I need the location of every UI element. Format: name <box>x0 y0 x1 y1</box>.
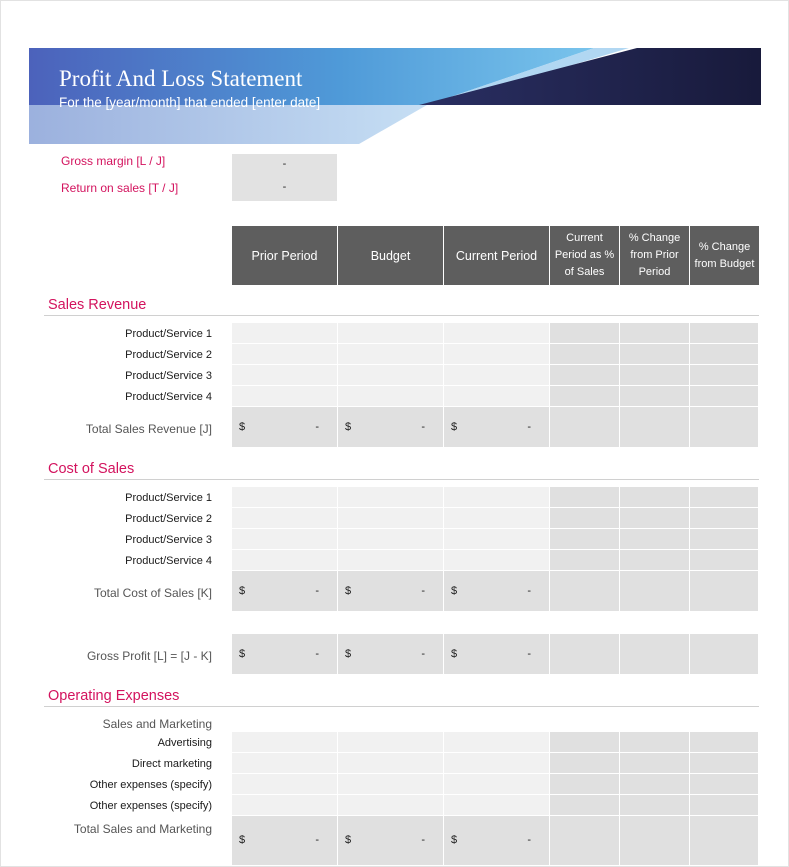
cost-row-cell[interactable] <box>550 508 620 529</box>
opex-row-cell[interactable] <box>444 795 550 816</box>
empty-value-dash: - <box>527 421 531 433</box>
total-cost-of-sales-cell[interactable] <box>620 571 690 612</box>
opex-row-cell[interactable] <box>338 795 444 816</box>
empty-value-dash: - <box>315 585 319 597</box>
total-cost-of-sales-cell[interactable] <box>232 571 338 612</box>
page-subtitle: For the [year/month] that ended [enter date] <box>59 95 321 110</box>
cost-row-cell[interactable] <box>620 508 690 529</box>
cost-item-label: Product/Service 3 <box>125 534 212 546</box>
currency-symbol: $ <box>451 421 458 433</box>
sales-item-label: Product/Service 2 <box>125 349 212 361</box>
currency-symbol: $ <box>451 834 458 846</box>
operating-expenses-rule <box>44 706 759 707</box>
currency-symbol: $ <box>451 648 458 660</box>
page-title: Profit And Loss Statement <box>59 66 303 91</box>
col-change-prior: % Change from Prior Period <box>620 226 690 285</box>
sales-row-cell[interactable] <box>338 323 444 344</box>
cost-row-cell[interactable] <box>620 487 690 508</box>
total-sales-marketing-cell[interactable] <box>338 816 444 866</box>
currency-symbol: $ <box>345 421 352 433</box>
cost-row-cell[interactable] <box>232 550 338 571</box>
gross-profit-cell[interactable] <box>690 634 759 675</box>
currency-symbol: $ <box>451 585 458 597</box>
empty-value-dash: - <box>421 421 425 433</box>
sales-row-cell[interactable] <box>444 323 550 344</box>
sales-row-cell[interactable] <box>550 323 620 344</box>
operating-expenses-title: Operating Expenses <box>48 688 180 704</box>
cost-row-cell[interactable] <box>232 529 338 550</box>
opex-item-label: Advertising <box>157 737 212 749</box>
col-current-period: Current Period <box>444 226 550 285</box>
total-sales-revenue-cell[interactable] <box>690 407 759 448</box>
cost-row-cell[interactable] <box>550 529 620 550</box>
sales-row-cell[interactable] <box>550 365 620 386</box>
gross-profit-cell[interactable] <box>444 634 550 675</box>
total-cost-of-sales-cell[interactable] <box>550 571 620 612</box>
cost-row-cell[interactable] <box>690 508 759 529</box>
cost-row-cell[interactable] <box>620 550 690 571</box>
total-sales-revenue-cell[interactable] <box>232 407 338 448</box>
empty-value-dash: - <box>527 585 531 597</box>
currency-symbol: $ <box>345 585 352 597</box>
sales-item-label: Product/Service 4 <box>125 391 212 403</box>
opex-row-cell[interactable] <box>232 774 338 795</box>
empty-value-dash: - <box>315 834 319 846</box>
cost-of-sales-title: Cost of Sales <box>48 461 135 477</box>
cost-row-cell[interactable] <box>338 508 444 529</box>
gross-profit-cell[interactable] <box>620 634 690 675</box>
title-banner <box>29 48 761 144</box>
opex-row-cell[interactable] <box>620 753 690 774</box>
sales-item-label: Product/Service 3 <box>125 370 212 382</box>
sales-row-cell[interactable] <box>444 365 550 386</box>
cost-row-cell[interactable] <box>232 487 338 508</box>
sales-row-cell[interactable] <box>550 344 620 365</box>
cost-row-cell[interactable] <box>338 487 444 508</box>
cost-row-cell[interactable] <box>550 550 620 571</box>
total-cost-of-sales-label: Total Cost of Sales [K] <box>93 586 212 600</box>
cost-row-cell[interactable] <box>444 508 550 529</box>
sales-marketing-group-label: Sales and Marketing <box>102 717 212 731</box>
total-cost-of-sales-cell[interactable] <box>444 571 550 612</box>
currency-symbol: $ <box>345 834 352 846</box>
cost-row-cell[interactable] <box>690 550 759 571</box>
sales-row-cell[interactable] <box>232 344 338 365</box>
empty-value-dash: - <box>315 421 319 433</box>
currency-symbol: $ <box>239 421 246 433</box>
total-cost-of-sales-cell[interactable] <box>338 571 444 612</box>
return-on-sales-label: Return on sales [T / J] <box>61 181 179 195</box>
sales-row-cell[interactable] <box>690 344 759 365</box>
empty-value-dash: - <box>421 648 425 660</box>
col-budget: Budget <box>338 226 444 285</box>
sales-row-cell[interactable] <box>444 344 550 365</box>
sales-row-cell[interactable] <box>232 365 338 386</box>
total-sales-revenue-label: Total Sales Revenue [J] <box>85 422 212 436</box>
opex-row-cell[interactable] <box>690 774 759 795</box>
cost-row-cell[interactable] <box>232 508 338 529</box>
cost-of-sales-rule <box>44 479 759 480</box>
sales-row-cell[interactable] <box>690 323 759 344</box>
col-prior-period: Prior Period <box>232 226 338 285</box>
total-sales-marketing-cell[interactable] <box>444 816 550 866</box>
sales-revenue-rule <box>44 315 759 316</box>
opex-row-cell[interactable] <box>550 732 620 753</box>
opex-row-cell[interactable] <box>620 732 690 753</box>
cost-row-cell[interactable] <box>690 487 759 508</box>
cost-row-cell[interactable] <box>690 529 759 550</box>
col-current-pct-sales: Current Period as % of Sales <box>550 226 620 285</box>
total-sales-marketing-cell[interactable] <box>620 816 690 866</box>
sales-item-label: Product/Service 1 <box>125 328 212 340</box>
cost-item-label: Product/Service 1 <box>125 492 212 504</box>
currency-symbol: $ <box>345 648 352 660</box>
opex-row-cell[interactable] <box>338 732 444 753</box>
total-sales-revenue-cell[interactable] <box>550 407 620 448</box>
empty-value-dash: - <box>527 834 531 846</box>
total-cost-of-sales-cell[interactable] <box>690 571 759 612</box>
cost-row-cell[interactable] <box>338 550 444 571</box>
cost-item-label: Product/Service 4 <box>125 555 212 567</box>
opex-row-cell[interactable] <box>444 732 550 753</box>
sales-row-cell[interactable] <box>690 386 759 407</box>
total-sales-revenue-cell[interactable] <box>620 407 690 448</box>
sales-row-cell[interactable] <box>550 386 620 407</box>
cost-row-cell[interactable] <box>338 529 444 550</box>
cost-row-cell[interactable] <box>444 487 550 508</box>
sales-row-cell[interactable] <box>338 386 444 407</box>
col-change-budget: % Change from Budget <box>690 226 759 285</box>
cost-row-cell[interactable] <box>550 487 620 508</box>
opex-row-cell[interactable] <box>550 774 620 795</box>
total-sales-revenue-cell[interactable] <box>444 407 550 448</box>
total-sales-marketing-cell[interactable] <box>690 816 759 866</box>
currency-symbol: $ <box>239 834 246 846</box>
sales-row-cell[interactable] <box>338 365 444 386</box>
total-sales-marketing-label: Total Sales and Marketing <box>73 822 212 836</box>
opex-row-cell[interactable] <box>620 774 690 795</box>
cost-row-cell[interactable] <box>444 550 550 571</box>
cost-row-cell[interactable] <box>620 529 690 550</box>
gross-profit-cell[interactable] <box>550 634 620 675</box>
gross-margin-label: Gross margin [L / J] <box>61 154 166 168</box>
empty-value-dash: - <box>527 648 531 660</box>
gross-margin-value[interactable]: - <box>232 154 337 178</box>
return-on-sales-value[interactable]: - <box>232 177 337 201</box>
opex-item-label: Other expenses (specify) <box>89 800 212 812</box>
opex-row-cell[interactable] <box>338 774 444 795</box>
opex-row-cell[interactable] <box>550 753 620 774</box>
total-sales-marketing-cell[interactable] <box>550 816 620 866</box>
opex-row-cell[interactable] <box>444 753 550 774</box>
opex-row-cell[interactable] <box>690 795 759 816</box>
gross-profit-cell[interactable] <box>232 634 338 675</box>
gross-profit-label: Gross Profit [L] = [J - K] <box>86 649 212 663</box>
total-sales-revenue-cell[interactable] <box>338 407 444 448</box>
total-sales-marketing-cell[interactable] <box>232 816 338 866</box>
opex-row-cell[interactable] <box>620 795 690 816</box>
empty-value-dash: - <box>421 585 425 597</box>
empty-value-dash: - <box>421 834 425 846</box>
sales-row-cell[interactable] <box>620 365 690 386</box>
opex-row-cell[interactable] <box>232 732 338 753</box>
opex-row-cell[interactable] <box>690 732 759 753</box>
empty-value-dash: - <box>315 648 319 660</box>
sales-row-cell[interactable] <box>620 344 690 365</box>
cost-row-cell[interactable] <box>444 529 550 550</box>
gross-profit-cell[interactable] <box>338 634 444 675</box>
sales-row-cell[interactable] <box>690 365 759 386</box>
opex-row-cell[interactable] <box>444 774 550 795</box>
opex-row-cell[interactable] <box>550 795 620 816</box>
sales-row-cell[interactable] <box>620 323 690 344</box>
currency-symbol: $ <box>239 648 246 660</box>
opex-row-cell[interactable] <box>690 753 759 774</box>
sales-row-cell[interactable] <box>232 386 338 407</box>
cost-item-label: Product/Service 2 <box>125 513 212 525</box>
opex-item-label: Other expenses (specify) <box>89 779 212 791</box>
sales-row-cell[interactable] <box>338 344 444 365</box>
opex-row-cell[interactable] <box>232 753 338 774</box>
opex-row-cell[interactable] <box>338 753 444 774</box>
sales-row-cell[interactable] <box>232 323 338 344</box>
opex-row-cell[interactable] <box>232 795 338 816</box>
opex-item-label: Direct marketing <box>131 758 212 770</box>
currency-symbol: $ <box>239 585 246 597</box>
sales-row-cell[interactable] <box>444 386 550 407</box>
sales-revenue-title: Sales Revenue <box>48 297 147 313</box>
sales-row-cell[interactable] <box>620 386 690 407</box>
